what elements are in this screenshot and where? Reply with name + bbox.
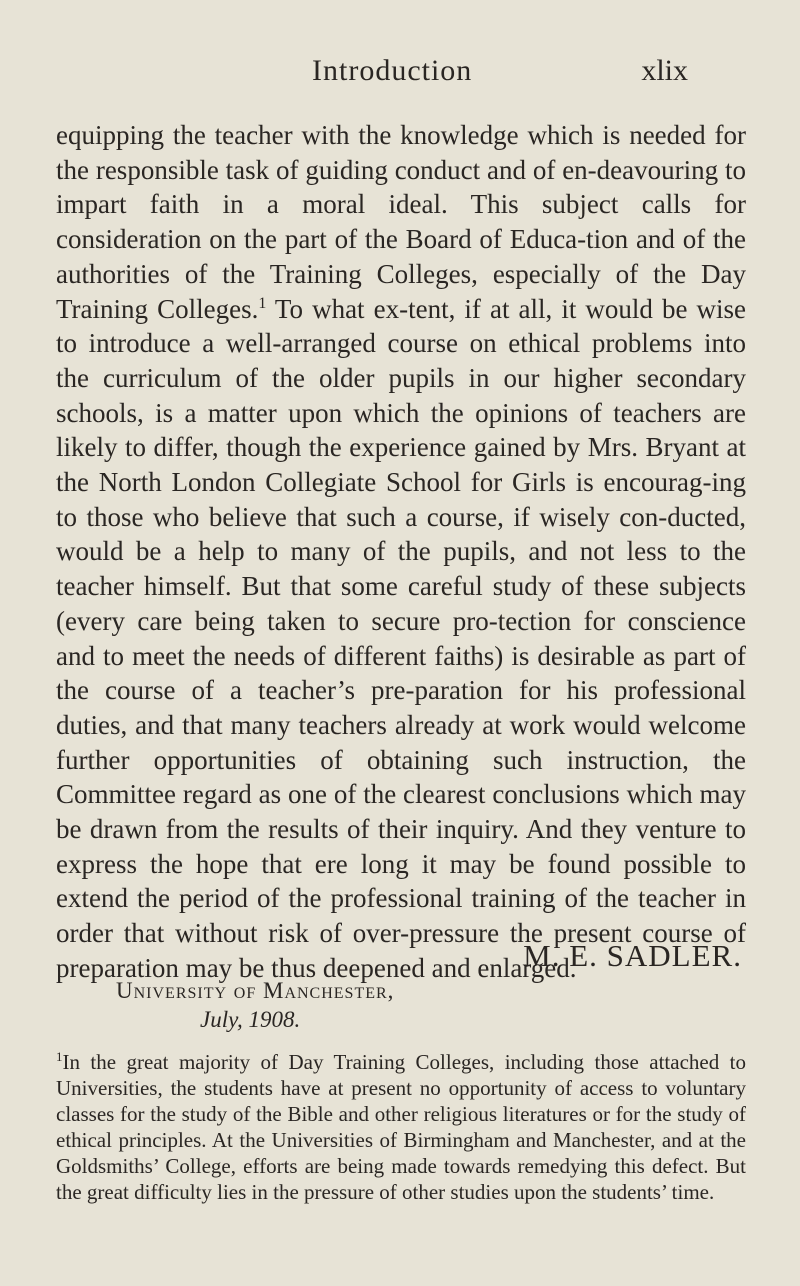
running-title: Introduction	[312, 54, 473, 87]
page-header	[100, 54, 688, 98]
footnote	[56, 1049, 746, 1205]
body-text-part-1: equipping the teacher with the knowledge which is needed for the responsible task of guiding conduct and of en-deavouring to impart faith in a moral ideal. This subject calls for consideration on the part of the Board of Educa-tion and of the authorities of the Training Colleges, especially of the Day Training Colleges.	[56, 120, 746, 324]
page-number: xlix	[641, 54, 688, 87]
signature-date: July, 1908.	[200, 1007, 301, 1032]
body-paragraph	[56, 118, 746, 986]
footnote-text: In the great majority of Day Training Colleges, including those attached to Universities, the students have at present no opportunity of access to voluntary classes for the study of the Bible and other religious literatures or for the study of ethical principles. At the Universities of Birmingham and Manchester, and at the Goldsmiths’ College, efforts are being made towards remedying this defect. But the great difficulty lies in the pressure of other studies upon the students’ time.	[56, 1050, 746, 1204]
signature-place: University of Manchester,	[116, 978, 395, 1003]
body-text-part-2: To what ex-tent, if at all, it would be wise to introduce a well-arranged course on ethical problems into the curriculum of the older pupils in our higher secondary schools, is a matter upon which the opinions of teachers are likely to differ, though the experience gained by Mrs. Bryant at the North London Collegiate School for Girls is encourag-ing to those who believe that such a course, if wisely con-ducted, would be a help to many of the pupils, and not less to the teacher himself. But that some careful study of these subjects (every care being taken to secure pro-tection for conscience and to meet the needs of different faiths) is desirable as part of the course of a teacher’s pre-paration for his professional duties, and that many teachers already at work would welcome further opportunities of obtaining such instruction, the Committee regard as one of the clearest conclusions which may be drawn from the results of their inquiry. And they venture to express the hope that ere long it may be found possible to extend the period of the professional training of the teacher in order that without risk of over-pressure the present course of preparation may be thus deepened and enlarged.	[56, 293, 746, 983]
footnote-reference: 1	[258, 294, 267, 312]
footnote-marker: 1	[56, 1049, 63, 1064]
author-signature: M. E. SADLER.	[523, 938, 742, 973]
